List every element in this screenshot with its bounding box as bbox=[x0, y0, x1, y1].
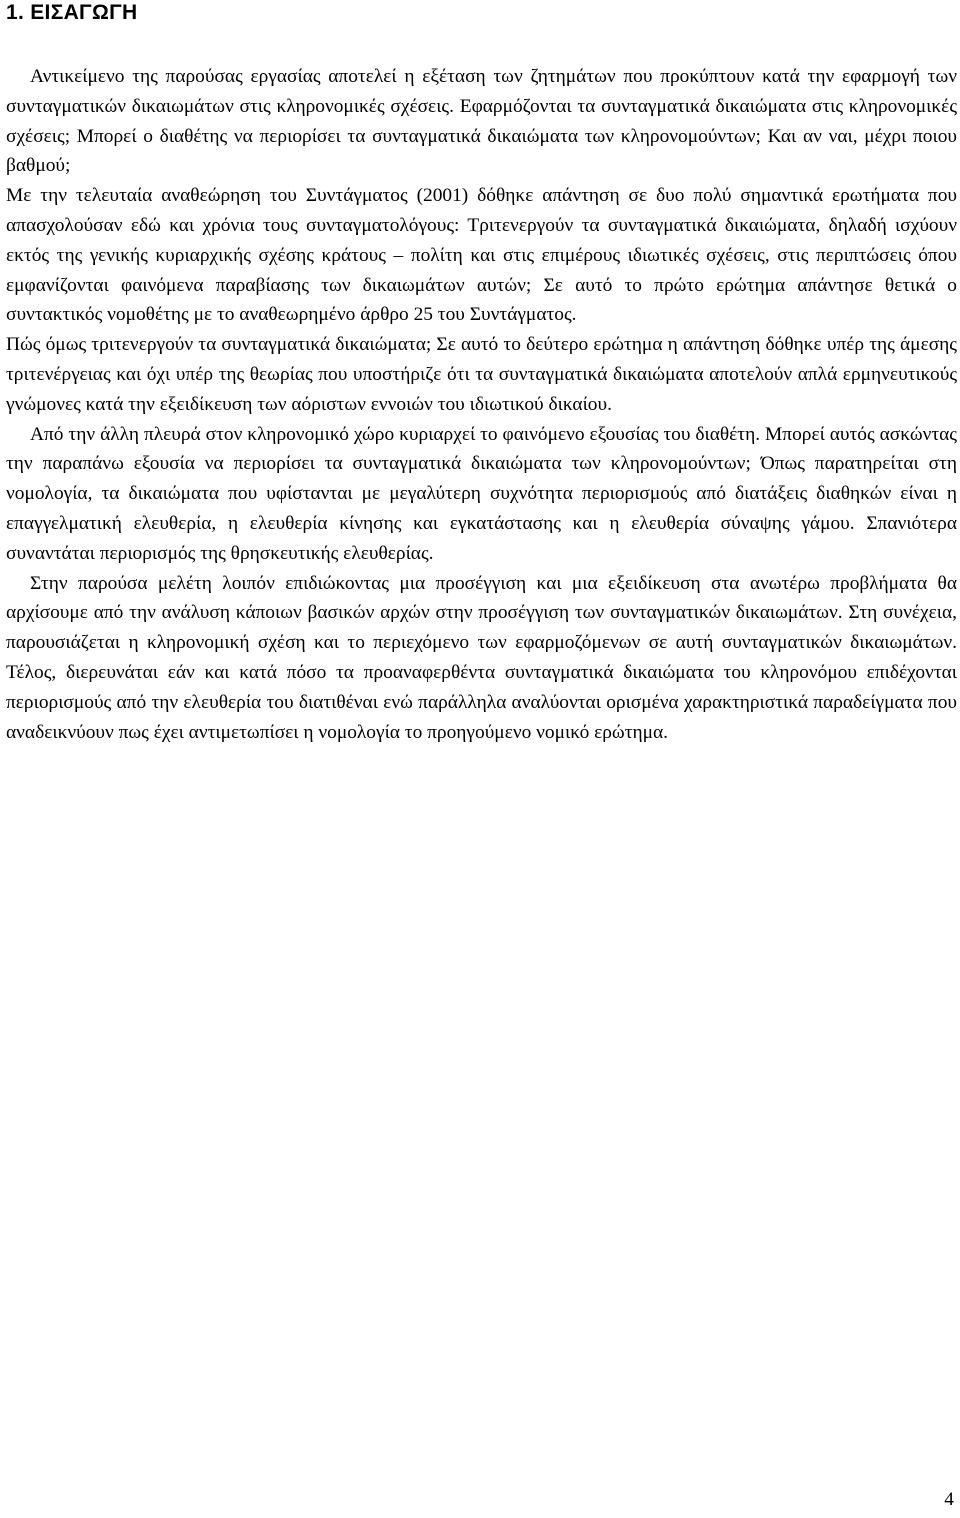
sentence-testator-power: Από την άλλη πλευρά στον κληρονομικό χώρο κυριαρχεί το φαινόμενο εξουσίας του διαθέτη. bbox=[30, 423, 761, 445]
page-number: 4 bbox=[944, 1489, 954, 1510]
sentence-revision: Με την τελευταία αναθεώρηση του Συντάγματος (2001) δόθηκε απάντηση σε δυο πολύ σημαντικά ερωτήματα που απασχολούσαν εδώ και χρόνια τους συνταγματολόγους: Τριτενεργούν τα συνταγματικά δικαιώματα, δηλαδή ισχύουν εκτός της γενικής κυριαρχικής σχέσης κράτους – πολίτη και στις επιμέρους ιδιωτικές σχέσεις, στις περιπτώσεις όπου εμφανίζονται φαινόμενα παραβίασης των δικαιωμάτων αυτών; Σε αυτό το πρώτο ερώτημα απάντησε θετικά ο συντακτικός νομοθέτης με το αναθεωρημένο άρθρο 25 του Συντάγματος. bbox=[6, 185, 957, 326]
paragraph-constitution-revision bbox=[6, 181, 957, 330]
paragraph-study-outline bbox=[6, 569, 957, 748]
sentence-study-finally: Τέλος, διερευνάται εάν και κατά πόσο τα προαναφερθέντα συνταγματικά δικαιώματα του κληρονόμου επιδέχονται περιορισμούς από την ελευθερία του διατιθέναι ενώ παράλληλα αναλύονται ορισμένα χαρακτηριστικά παραδείγματα που αναδεικνύουν πως έχει αντιμετωπίσει η νομολογία το προηγούμενο νομικό ερώτημα. bbox=[6, 661, 957, 743]
sentence-subject: Αντικείμενο της παρούσας εργασίας αποτελεί η εξέταση των ζητημάτων που προκύπτουν κατά την εφαρμογή των συνταγματικών δικαιωμάτων στις κληρονομικές σχέσεις. bbox=[6, 66, 957, 117]
section-heading: 1. ΕΙΣΑΓΩΓΗ bbox=[6, 1, 138, 24]
paragraph-third-party-effect bbox=[6, 330, 957, 419]
sentence-study-next: Στη συνέχεια, παρουσιάζεται η κληρονομική σχέση και το περιεχόμενο των εφαρμοζόμενων σε αυτή συνταγματικών δικαιωμάτων. bbox=[6, 602, 957, 654]
body-text bbox=[6, 62, 957, 747]
sentence-restrictions: Μπορεί αυτός ασκώντας την παραπάνω εξουσία να περιορίσει τα συνταγματικά δικαιώματα των κληρονομούντων; Όπως παρατηρείται στη νομολογία, τα δικαιώματα που υφίστανται με μεγαλύτερη συχνότητα περιορισμούς από διατάξεις διαθηκών είναι η επαγγελματική ελευθερία, η ελευθερία κίνησης και εγκατάστασης και η ελευθερία σύναψης γάμου. Σπανιότερα συναντάται περιορισμός της θρησκευτικής ελευθερίας. bbox=[6, 423, 957, 564]
sentence-questions: Εφαρμόζονται τα συνταγματικά δικαιώματα στις κληρονομικές σχέσεις; Μπορεί ο διαθέτης να περιορίσει τα συνταγματικά δικαιώματα των κληρονομούντων; Και αν ναι, μέχρι ποιου βαθμού; bbox=[6, 95, 957, 177]
paragraph-testator-power bbox=[6, 420, 957, 569]
sentence-third-party-effect: Πώς όμως τριτενεργούν τα συνταγματικά δικαιώματα; Σε αυτό το δεύτερο ερώτημα η απάντηση δόθηκε υπέρ της άμεσης τριτενέργειας και όχι υπέρ της θεωρίας που υποστήριζε ότι τα συνταγματικά δικαιώματα αποτελούν απλά ερμηνευτικούς γνώμονες κατά την εξειδίκευση των αόριστων εννοιών του ιδιωτικού δικαίου. bbox=[6, 334, 957, 415]
paragraph-subject bbox=[6, 62, 957, 181]
sentence-study-approach: Στην παρούσα μελέτη λοιπόν επιδιώκοντας μια προσέγγιση και μια εξειδίκευση στα ανωτέρω προβλήματα θα αρχίσουμε από την ανάλυση κάποιων βασικών αρχών στην προσέγγιση των συνταγματικών δικαιωμάτων. bbox=[6, 572, 957, 624]
